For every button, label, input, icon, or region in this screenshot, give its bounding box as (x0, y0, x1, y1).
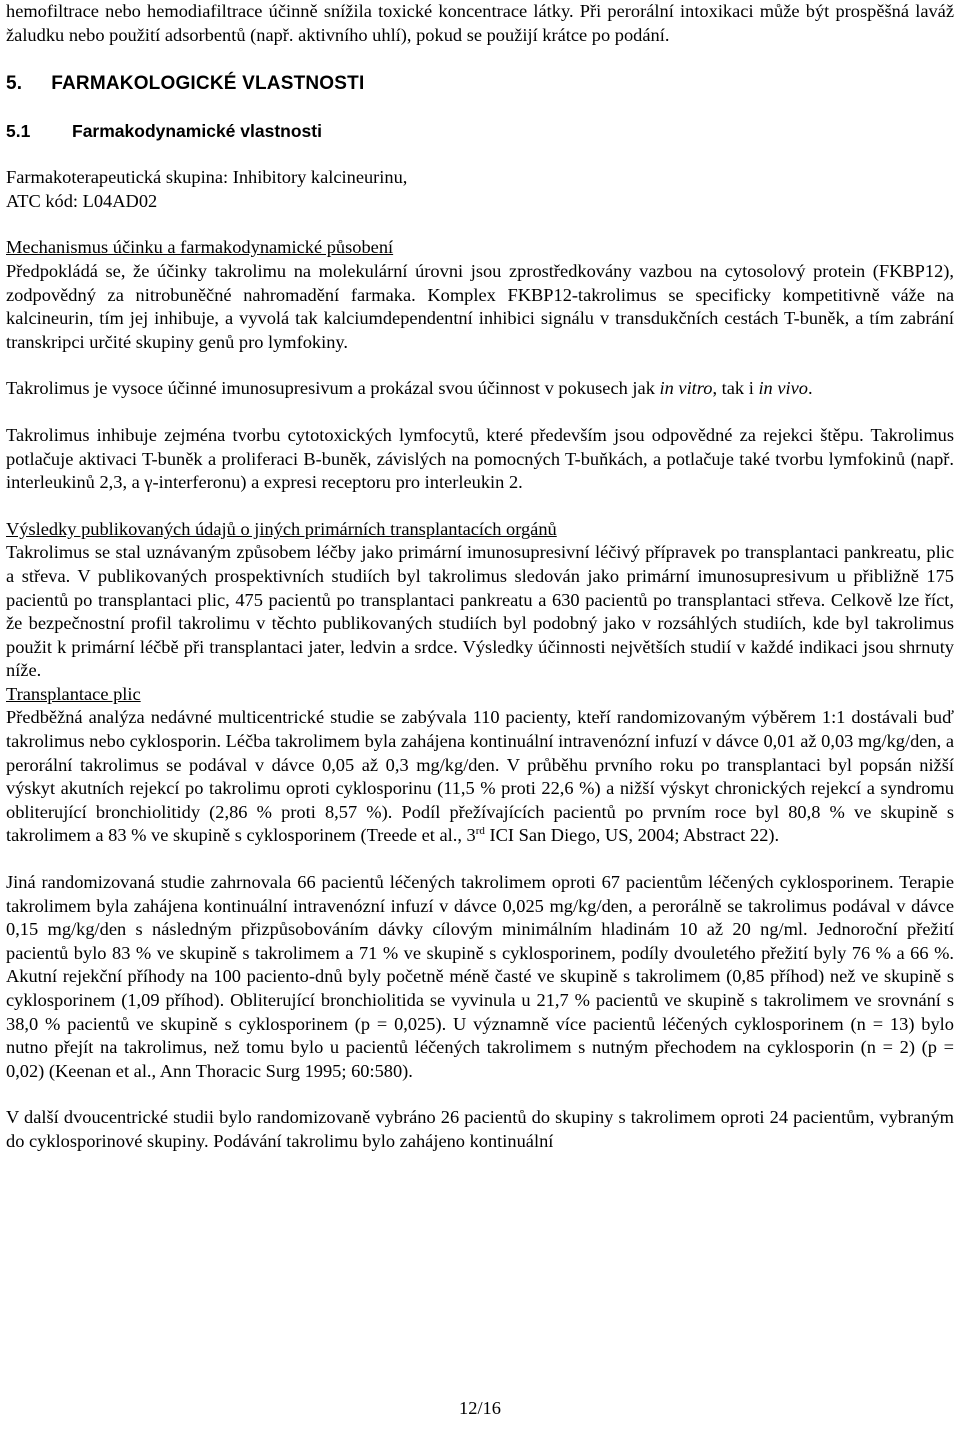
ordinal-superscript: rd (475, 825, 485, 838)
mechanism-heading: Mechanismus účinku a farmakodynamické působení (6, 237, 394, 258)
lung-p1-text-a: Předběžná analýza nedávné multicentrické studie se zabývala 110 pacienty, kteří randomizovaným výběrem 1:1 dostávali buď takrolimus nebo cyklosporin. Léčba takrolimem byla zahájena kontinuální intravenózní infuzí v dávce 0,01 až 0,03 mg/kg/den, a perorální takrolimus se podával v dávce 0,05 až 0,3 mg/kg/den. V průběhu prvního roku po transplantaci byl popsán nižší výskyt akutních rejekcí po takrolimu oproti cyklosporinu (11,5 % proti 22,6 %) a nižší výskyt chronických rejekcí a syndromu obliterující bronchiolitidy (2,86 % proti 8,57 %). Podíl přežívajících pacientů po prvním roce byl 80,8 % ve skupině s takrolimem a 83 % ve skupině s cyklosporinem (Treede et al., 3 (6, 707, 954, 846)
lung-paragraph-2: Jiná randomizovaná studie zahrnovala 66 pacientů léčených takrolimem oproti 67 pacientům léčených cyklosporinem. Terapie takrolimem byla zahájena kontinuální intravenózní infuzí v dávce 0,025 mg/kg/den, a perorálně se takrolimus podával v dávce 0,15 mg/kg/den s následným přizpůsobováním dávky cílovým minimálním hladinám 10 až 20 ng/ml. Jednoroční přežití pacientů bylo 83 % ve skupině s takrolimem a 71 % ve skupině s cyklosporinem, podíly dvouletého přežití byly 76 % a 66 %. Akutní rejekční příhody na 100 paciento-dnů byly početně méně časté ve skupině s takrolimem (0,85 příhod) než ve skupině s cyklosporinem (1,09 příhod). Obliterující bronchiolitida se vyvinula u 21,7 % pacientů ve skupině s takrolimem ve srovnání s 38,0 % pacientů ve skupině s cyklosporinem (p = 0,025). U významně více pacientů léčených cyklosporinem (n = 13) bylo nutno přejít na takrolimus, než tomu bylo u pacientů léčených takrolimem s nutným přechodem na cyklosporin (n = 2) (p = 0,02) (Keenan et al., Ann Thoracic Surg 1995; 60:580). (6, 872, 954, 1081)
mechanism-p2-text-c: . (807, 378, 813, 399)
subsection-title: Farmakodynamické vlastnosti (72, 121, 322, 142)
document-page (6, 0, 954, 1154)
mechanism-p2-text-b: , tak i (712, 378, 759, 399)
section-number: 5. (6, 73, 23, 95)
in-vitro-term: in vitro (659, 378, 713, 399)
results-paragraph: Takrolimus se stal uznávaným způsobem léčby jako primární imunosupresivní léčivý přípravek po transplantaci pankreatu, plic a střeva. V publikovaných prospektivních studiích byl takrolimus sledován jako primární imunosupresivum u přibližně 175 pacientů po transplantaci plic, 475 pacientů po transplantaci pankreatu a 630 pacientů po transplantaci střeva. Celkově lze říct, že bezpečnostní profil takrolimu v těchto publikovaných studiích byl podobný jako v rozsáhlých studiích, kde byl takrolimus použit k primární léčbě při transplantaci jater, ledvin a srdce. Výsledky účinnosti největších studií v každé indikaci jsou shrnuty níže. (6, 542, 954, 681)
mechanism-paragraph-2 (6, 377, 954, 401)
atc-code: ATC kód: L04AD02 (6, 190, 158, 211)
mechanism-paragraph-1: Předpokládá se, že účinky takrolimu na molekulární úrovni jsou zprostředkovány vazbou na cytosolový protein (FKBP12), zodpovědný za nitrobuněčné nahromadění farmaka. Komplex FKBP12-takrolimus se specificky kompetitivně váže na kalcineurin, tím jej inhibuje, a vyvolá tak kalciumdependentní inhibici signálu v transdukčních cestách T-buněk, a tím zabrání transkripci určité skupiny genů pro lymfokiny. (6, 260, 954, 352)
mechanism-paragraph-3: Takrolimus inhibuje zejména tvorbu cytotoxických lymfocytů, které především jsou odpovědné za rejekci štěpu. Takrolimus potlačuje aktivaci T-buněk a proliferaci B-buněk, závislých na pomocných T-buňkách, a potlačuje také tvorbu lymfokinů (např. interleukinů 2,3, a γ-interferonu) a expresi receptoru pro interleukin 2. (6, 424, 954, 493)
lung-paragraph-3: V další dvoucentrické studii bylo randomizovaně vybráno 26 pacientů do skupiny s takrolimem oproti 24 pacientům, vybraným do cyklosporinové skupiny. Podávání takrolimu bylo zahájeno kontinuální (6, 1107, 954, 1151)
lung-paragraph-1 (6, 706, 954, 848)
section-heading (6, 72, 954, 96)
in-vivo-term: in vivo (758, 378, 808, 399)
results-heading: Výsledky publikovaných údajů o jiných primárních transplantacích orgánů (6, 518, 557, 539)
intro-paragraph: hemofiltrace nebo hemodiafiltrace účinně snížila toxické koncentrace látky. Při perorální intoxikaci může být prospěšná laváž žaludku nebo použití adsorbentů (např. aktivního uhlí), pokud se použijí krátce po podání. (6, 1, 954, 45)
subsection-number: 5.1 (6, 121, 31, 142)
pharmaco-group: Farmakoterapeutická skupina: Inhibitory kalcineurinu, (6, 167, 408, 188)
subsection-heading (6, 119, 954, 143)
lung-heading: Transplantace plic (6, 683, 141, 704)
page-number: 12/16 (459, 1398, 501, 1418)
lung-p1-text-b: ICI San Diego, US, 2004; Abstract 22). (484, 825, 780, 846)
section-title: FARMAKOLOGICKÉ VLASTNOSTI (51, 73, 365, 95)
mechanism-p2-text-a: Takrolimus je vysoce účinné imunosupresivum a prokázal svou účinnost v pokusech jak (6, 378, 660, 399)
